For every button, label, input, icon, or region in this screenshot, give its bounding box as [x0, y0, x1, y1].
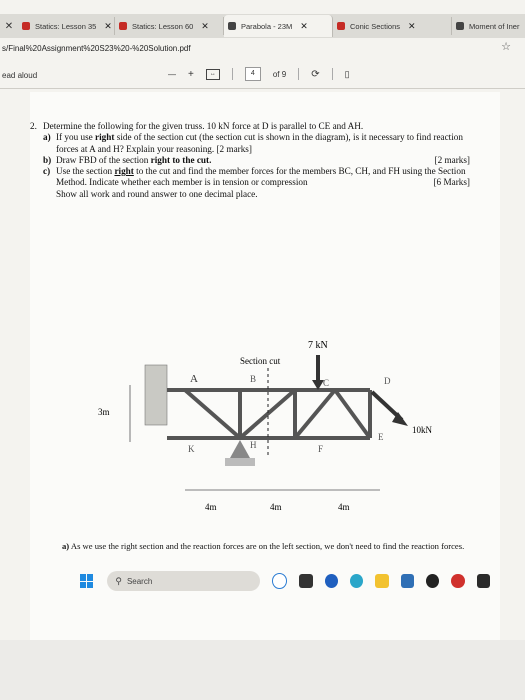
question-number: 2. — [30, 121, 37, 131]
taskbar — [80, 566, 490, 596]
marks-label: [2 marks] — [216, 143, 252, 154]
question-intro — [30, 121, 470, 132]
zoom-in-button[interactable]: + — [188, 68, 194, 80]
tab-statics-35[interactable]: Statics: Lesson 35 ✕ — [18, 17, 115, 35]
node-label-b: B — [250, 374, 257, 384]
file-explorer-icon[interactable] — [375, 574, 388, 588]
toolbar-divider — [298, 68, 299, 80]
page-count: of 9 — [272, 69, 287, 79]
app-icon[interactable] — [426, 574, 439, 588]
question-block — [30, 121, 470, 200]
fit-page-icon[interactable]: ↔ — [206, 69, 220, 80]
dim-height-label: 3m — [98, 407, 110, 417]
chat-icon[interactable] — [325, 574, 338, 588]
tab-moment-of-inertia[interactable]: Moment of Iner — [452, 17, 523, 35]
windows-start-icon[interactable] — [80, 574, 93, 588]
marks-label: [6 Marks] — [433, 177, 470, 188]
answer-block — [62, 541, 482, 552]
epic-games-icon[interactable] — [477, 574, 490, 588]
tab-close-icon[interactable]: ✕ — [408, 20, 416, 31]
bing-icon[interactable] — [272, 573, 287, 589]
close-icon[interactable]: ✕ — [4, 20, 14, 32]
site-icon — [228, 22, 236, 30]
store-icon[interactable] — [401, 574, 414, 588]
read-aloud-button[interactable]: ead aloud — [2, 70, 38, 80]
shield-icon[interactable] — [451, 574, 464, 588]
star-icon[interactable]: ☆ — [501, 41, 511, 53]
page-number-input[interactable]: 4 — [245, 67, 261, 81]
tab-parabola[interactable]: Parabola - 23M ✕ — [224, 15, 333, 37]
member-diagonal — [185, 390, 240, 438]
answer-text: As we use the right section and the reaction forces are on the left section, we don't need to find the reaction forces. — [70, 541, 465, 551]
answer-label: a) — [62, 541, 70, 551]
url-text[interactable]: s/Final%20Assignment%20S23%20-%20Solution.pdf — [2, 43, 191, 53]
wall-support — [145, 365, 167, 425]
section-cut-label: Section cut — [240, 356, 281, 366]
node-label-d: D — [384, 376, 391, 386]
node-label-h: H — [250, 440, 257, 450]
node-label-a: A — [190, 373, 198, 385]
taskbar-search[interactable]: ⚲ Search — [107, 571, 260, 591]
widgets-icon[interactable] — [299, 574, 312, 588]
dim-span-label: 4m — [270, 502, 282, 512]
load-label-10kn: 10kN — [412, 425, 432, 435]
zoom-out-button[interactable]: — — [168, 69, 176, 79]
rotate-icon[interactable]: ⟳ — [311, 68, 320, 80]
address-bar[interactable] — [0, 38, 525, 58]
part-c: c) Use the section right to the cut and find the member forces for the members BC, CH, and FH using the Section Method. Indicate whether each member is in tension or compression [6 Marks] — [43, 166, 470, 188]
page-view-icon[interactable]: ▯ — [344, 68, 350, 79]
member-diagonal — [295, 390, 335, 438]
browser-tab-bar — [0, 14, 525, 38]
tab-close-icon[interactable]: ✕ — [300, 20, 308, 31]
site-icon — [456, 22, 464, 30]
node-label-e: E — [378, 432, 384, 442]
desk-surface — [0, 640, 525, 700]
truss-diagram — [90, 330, 450, 530]
tab-close-icon[interactable]: ✕ — [201, 20, 209, 31]
pin-support — [230, 440, 250, 458]
tab-conic-sections[interactable]: Conic Sections ✕ — [333, 17, 452, 35]
dim-span-label: 4m — [205, 502, 217, 512]
ground-hatch — [225, 458, 255, 466]
youtube-icon — [22, 22, 30, 30]
search-icon: ⚲ — [115, 575, 122, 586]
part-a: a) If you use right side of the section cut (the section cut is shown in the diagram), is it necessary to find reaction forces at A and H? Explain your reasoning. [2 marks] — [43, 132, 463, 154]
toolbar-divider — [332, 68, 333, 80]
tab-close-icon[interactable]: ✕ — [104, 20, 112, 31]
pdf-toolbar — [0, 62, 525, 89]
marks-label: [2 marks] — [434, 154, 470, 165]
node-label-k: K — [188, 444, 195, 454]
node-label-f: F — [318, 444, 324, 454]
member-diagonal — [335, 390, 370, 438]
part-b: b) Draw FBD of the section right to the cut. [2 marks] — [43, 154, 470, 165]
edge-icon[interactable] — [350, 574, 363, 588]
youtube-icon — [119, 22, 127, 30]
tab-statics-60[interactable]: Statics: Lesson 60 ✕ — [115, 17, 224, 35]
load-label-7kn: 7 kN — [308, 340, 328, 351]
youtube-icon — [337, 22, 345, 30]
toolbar-divider — [232, 68, 233, 80]
question-intro-text: Determine the following for the given truss. 10 kN force at D is parallel to CE and AH. — [43, 121, 364, 131]
dim-span-label: 4m — [338, 502, 350, 512]
node-label-c: C — [323, 378, 330, 388]
question-closing: Show all work and round answer to one decimal place. — [56, 188, 258, 199]
